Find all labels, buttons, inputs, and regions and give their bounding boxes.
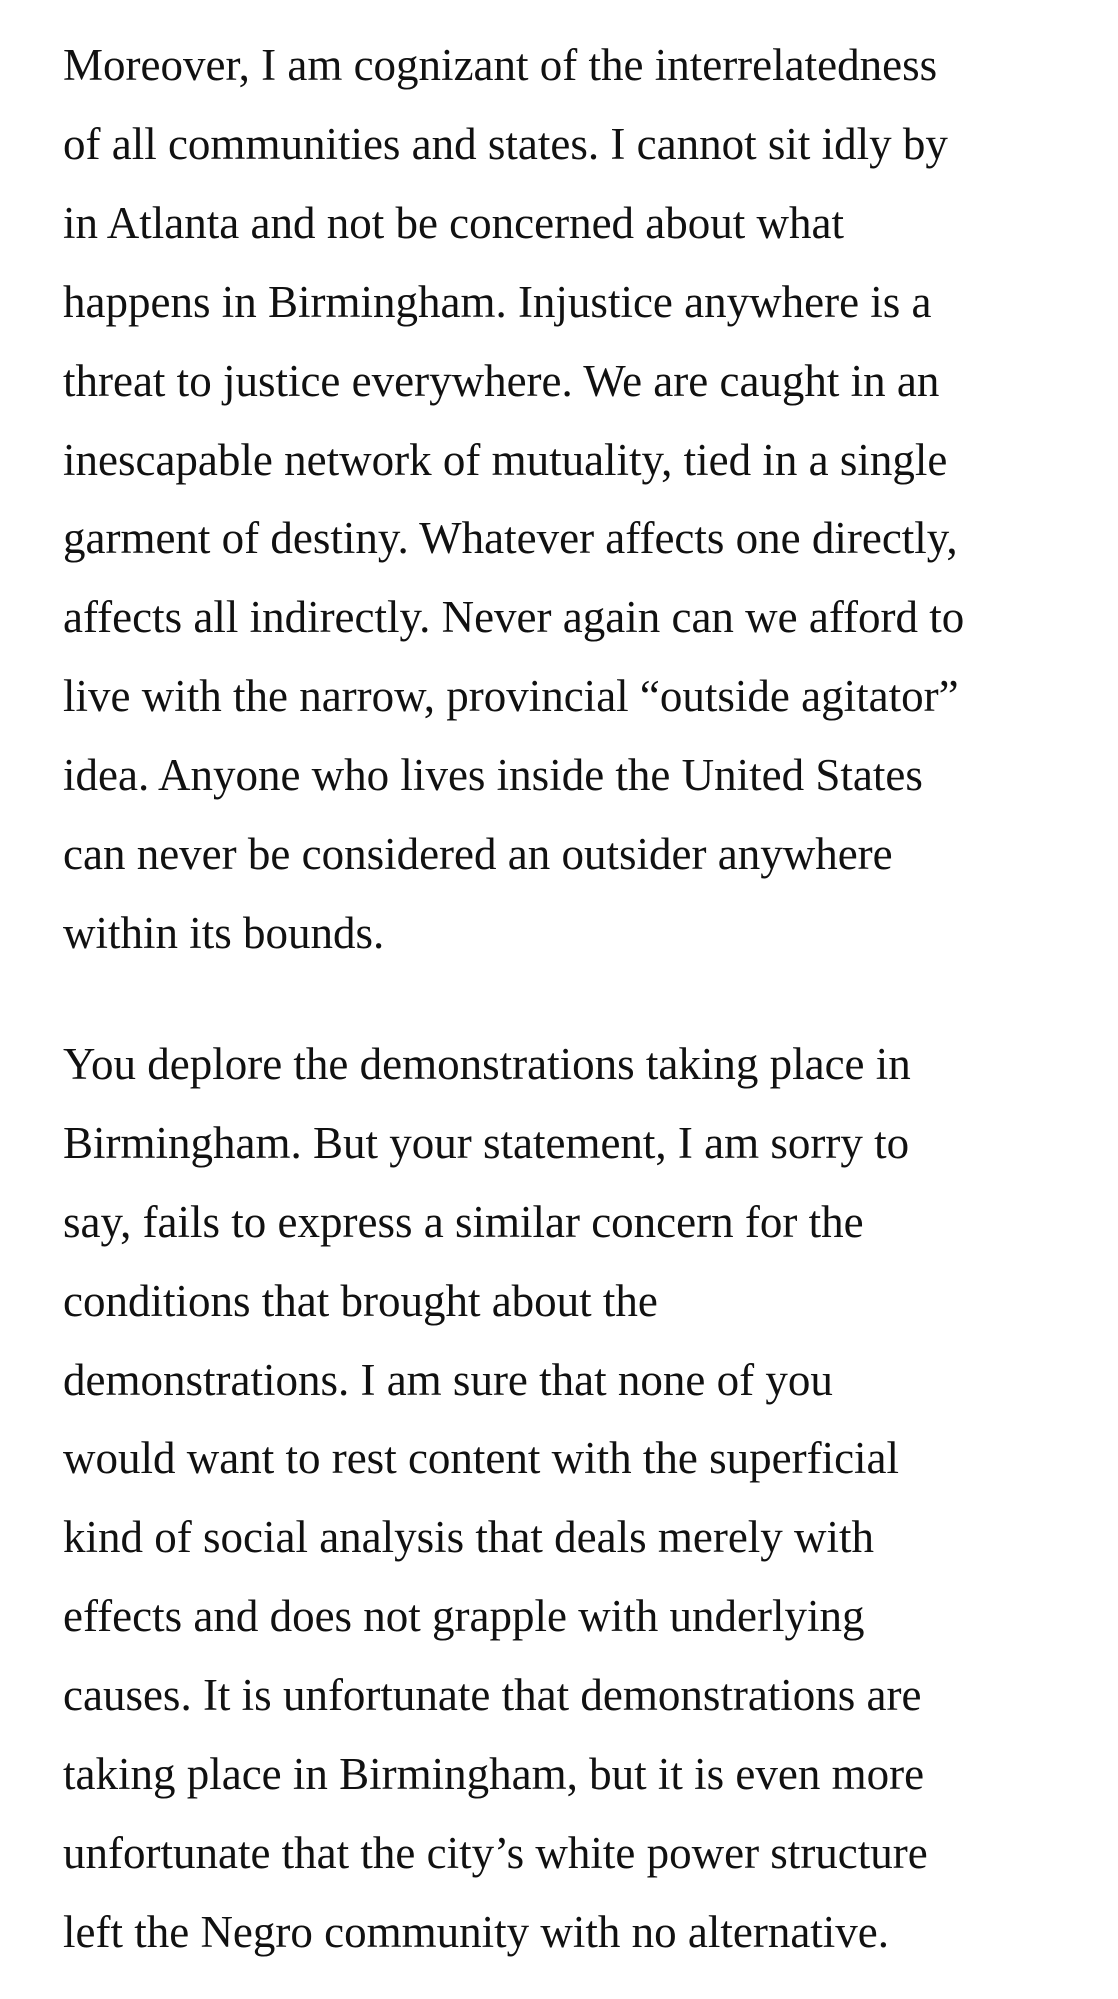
text-line: say, fails to express a similar concern for the	[63, 1196, 864, 1247]
text-line: inescapable network of mutuality, tied in a single	[63, 434, 948, 485]
text-line: idea. Anyone who lives inside the United States	[63, 750, 923, 801]
text-line: Birmingham. But your statement, I am sorry to	[63, 1117, 910, 1168]
text-line: Moreover, I am cognizant of the interrelatedness	[63, 40, 938, 90]
text-line: causes. It is unfortunate that demonstrations are	[63, 1670, 922, 1721]
text-line: live with the narrow, provincial “outside agitator”	[63, 671, 959, 722]
paragraph-1	[63, 26, 1093, 973]
text-line: would want to rest content with the superficial	[63, 1433, 900, 1484]
text-line: kind of social analysis that deals merely with	[63, 1512, 875, 1563]
text-line: garment of destiny. Whatever affects one directly,	[63, 513, 958, 564]
text-line: within its bounds.	[63, 907, 385, 958]
text-line: happens in Birmingham. Injustice anywhere is a	[63, 276, 932, 327]
reader-text-view	[63, 26, 1093, 1972]
text-line: in Atlanta and not be concerned about what	[63, 197, 844, 248]
text-line: demonstrations. I am sure that none of you	[63, 1354, 833, 1405]
text-line: affects all indirectly. Never again can we afford to	[63, 592, 965, 643]
paragraph-2	[63, 1025, 1093, 1972]
text-line: conditions that brought about the	[63, 1275, 658, 1326]
text-line: taking place in Birmingham, but it is even more	[63, 1749, 925, 1800]
text-line: You deplore the demonstrations taking place in	[63, 1038, 911, 1089]
text-line: threat to justice everywhere. We are caught in an	[63, 355, 940, 406]
text-line: effects and does not grapple with underlying	[63, 1591, 865, 1642]
text-line: left the Negro community with no alternative.	[63, 1906, 890, 1957]
text-line: of all communities and states. I cannot sit idly by	[63, 118, 948, 169]
text-line: can never be considered an outsider anywhere	[63, 829, 893, 880]
text-line: unfortunate that the city’s white power structure	[63, 1827, 928, 1878]
